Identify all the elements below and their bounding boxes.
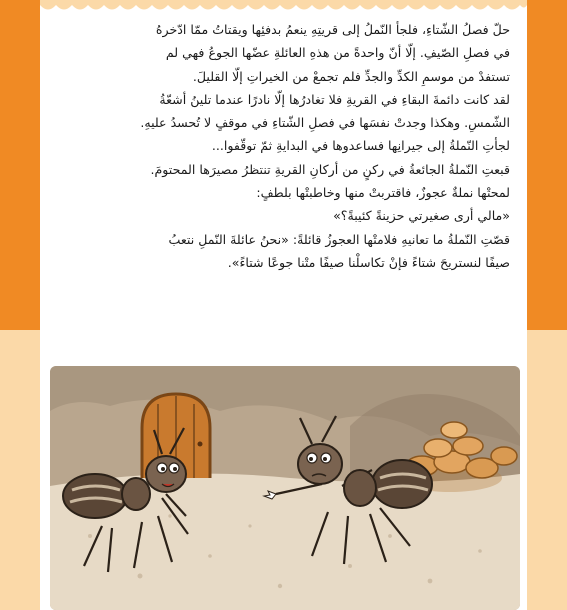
left-border-band bbox=[0, 0, 40, 610]
story-line: حلّ فصلُ الشّتاءِ، فلجأ النّملُ إلى قريتِهِ ينعمُ بدفئِها ويقتاتُ ممّا ادّخرهُ bbox=[155, 22, 510, 37]
story-line: الشّمسِ. وهكذا وجدتْ نفسَها في فصلِ الشّتاءِ في موقفٍ لا تُحسدُ عليهِ. bbox=[140, 115, 510, 131]
story-line: لمحتْها نملةٌ عجوزٌ، فاقتربتْ منها وخاطبتْها بلطفٍ: bbox=[256, 185, 510, 201]
right-border-band bbox=[527, 0, 567, 610]
story-line: تستفدْ من موسمِ الكدِّ والجدِّ فلم تجمعْ من الخيراتِ إلّا القليلَ. bbox=[192, 68, 510, 84]
story-illustration bbox=[50, 366, 520, 610]
story-line: في فصلِ الصّيفِ. إلّا أنّ واحدةً من هذهِ العائلةِ عضّها الجوعُ فهي لم bbox=[165, 45, 510, 61]
story-line: لجأتِ النّملةُ إلى جيرانِها فساعدوها في البدايةِ ثمّ توقّفوا... bbox=[211, 138, 510, 154]
story-text bbox=[58, 18, 510, 274]
story-line: قصّتِ النّملةُ ما تعانيهِ فلامتْها العجوزُ قائلةً: «نحنُ عائلةَ النّملِ نتعبُ bbox=[168, 231, 510, 247]
scalloped-top-edge bbox=[40, 0, 527, 14]
story-line: صيفًا لنستريحَ شتاءً فإنْ تكاسلْنا صيفًا متْنا جوعًا شتاءً». bbox=[227, 254, 510, 270]
story-line: قبعتِ النّملةُ الجائعةُ في ركنٍ من أركانِ القريةِ تنتظرُ مصيرَها المحتومَ. bbox=[150, 161, 510, 177]
story-line: «مالي أرى صغيرتي حزينةً كئيبةً؟» bbox=[333, 208, 510, 224]
story-line: لقد كانت دائمةَ البقاءِ في القريةِ فلا تغادرُها إلّا نادرًا عندما تلينُ أشعّةُ bbox=[159, 91, 510, 107]
